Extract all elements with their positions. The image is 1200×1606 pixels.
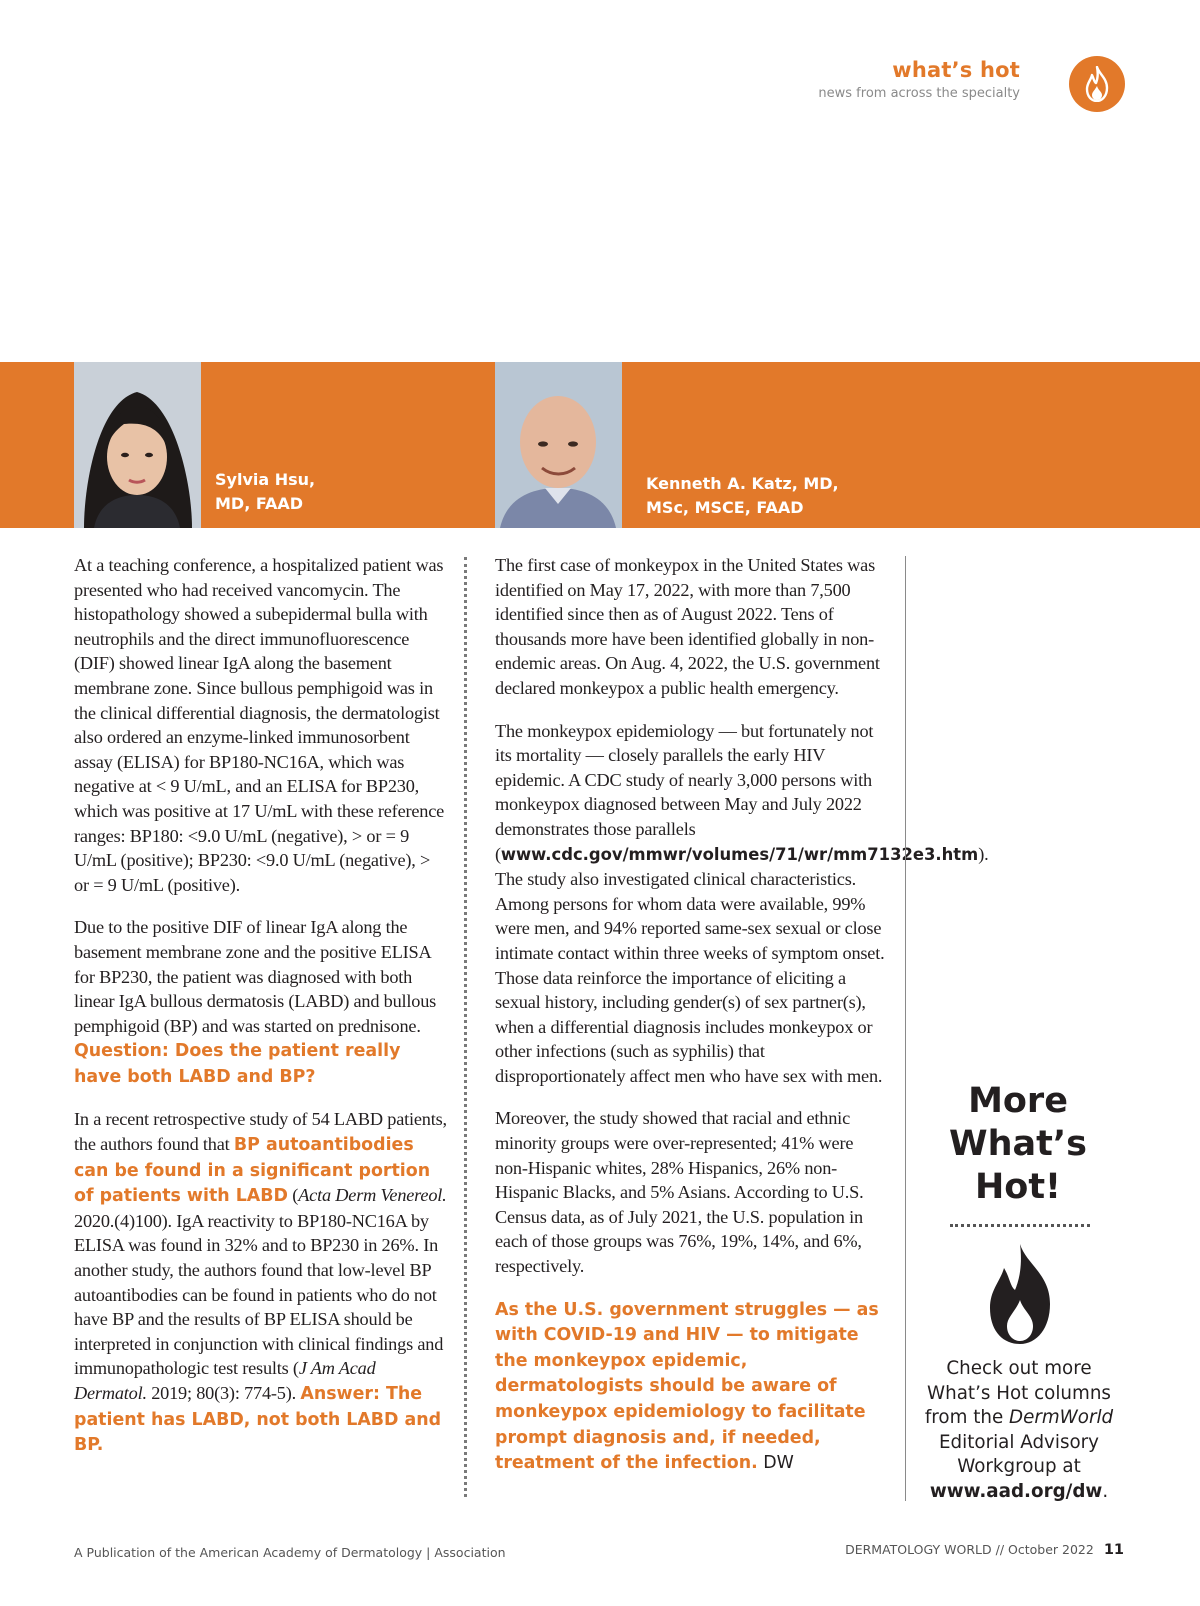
author-byline-katz	[646, 472, 839, 520]
question-highlight: Question: Does the patient really have both LABD and BP?	[74, 1041, 401, 1087]
column-divider-solid	[905, 556, 906, 1501]
key-finding-highlight: BP autoantibodies can be found in a significant portion of patients with LABD	[74, 1135, 431, 1207]
flame-icon	[980, 1242, 1060, 1346]
cdc-study-link[interactable]: www.cdc.gov/mmwr/volumes/71/wr/mm7132e3.htm	[500, 844, 979, 864]
page-number: 11	[1103, 1542, 1124, 1558]
paragraph	[495, 1297, 890, 1476]
author-byline-hsu	[215, 468, 315, 516]
column-divider-dotted	[464, 557, 467, 1497]
author-credentials: MSc, MSCE, FAAD	[646, 498, 804, 517]
author-photo-katz	[495, 362, 622, 528]
paragraph: The first case of monkeypox in the United States was identified on May 17, 2022, with more than 7,500 identified since then as of August 2022. Tens of thousands more have been identified globally in non-endemic areas. On Aug. 4, 2022, the U.S. government declared monkeypox a public health emergency.	[495, 555, 880, 698]
author-name: Sylvia Hsu,	[215, 470, 316, 489]
paragraph: Due to the positive DIF of linear IgA along the basement membrane zone and the positive ELISA for BP230, the patient was diagnosed with both linear IgA bullous dermatosis (LABD) and bullous pemphigoid (BP) and was started on prednisone. Question: Does the patient really have both LABD and BP?	[74, 917, 437, 1087]
author-name: Kenneth A. Katz, MD,	[646, 474, 839, 493]
answer-highlight: Answer: The patient has LABD, not both LABD and BP.	[74, 1384, 442, 1456]
paragraph: Moreover, the study showed that racial and ethnic minority groups were over-represented; 41% were non-Hispanic whites, 28% Hispanics, 26% non-Hispanic Blacks, and 5% Asians. According to U.S. Census data, as of July 2021, the U.S. population in each of those groups was 76%, 19%, 14%, and 6%, respectively.	[495, 1108, 864, 1277]
paragraph: In a recent retrospective study of 54 LABD patients, the authors found that BP autoantibodies can be found in a significant portion of patients with LABD (Acta Derm Venereol. 2020.(4)100). IgA reactivity to BP180-NC16A by ELISA was found in 32% and to BP230 in 26%. In another study, the authors found that low-level BP autoantibodies can be found in patients who do not have BP and the results of BP ELISA should be interpreted in conjunction with clinical findings and immunopathologic test results (J Am Acad Dermatol. 2019; 80(3): 774-5). Answer: The patient has LABD, not both LABD and BP.	[74, 1109, 447, 1456]
citation-journal: J Am Acad Dermatol.	[74, 1358, 376, 1403]
citation-journal: Acta Derm Venereol.	[298, 1185, 447, 1206]
aad-dw-link[interactable]: www.aad.org/dw	[929, 1480, 1103, 1502]
sidebar-dotted-rule	[950, 1224, 1090, 1227]
author-photo-hsu	[74, 362, 201, 528]
paragraph: The monkeypox epidemiology — but fortunately not its mortality — closely parallels the early HIV epidemic. A CDC study of nearly 3,000 persons with monkeypox diagnosed between May and July 2022 demonstrates those parallels (www.cdc.gov/mmwr/volumes/71/wr/mm7132e3.htm). The study also investigated clinical characteristics. Among persons for whom data were available, 99% were men, and 94% reported same-sex sexual or close intimate contact within three weeks of symptom onset. Those data reinforce the importance of eliciting a sexual history, including gender(s) of sex partner(s), when a differential diagnosis includes monkeypox or other infections (such as syphilis) that disproportionately affect men who have sex with men.	[495, 720, 989, 1086]
footer-publication: A Publication of the American Academy of Dermatology | Association	[74, 1545, 506, 1560]
article-left-column	[74, 553, 449, 1476]
conclusion-highlight: As the U.S. government struggles — as with COVID-19 and HIV — to mitigate the monkeypox epidemic, dermatologists should be aware of monkeypox epidemiology to facilitate prompt diagnosis and, if needed, treatment of the infection.	[495, 1299, 879, 1474]
section-header	[818, 58, 1020, 101]
footer-issue: DERMATOLOGY WORLD // October 2022 11	[845, 1542, 1124, 1558]
sidebar-promo-text: Check out more What’s Hot columns from the DermWorld Editorial Advisory Workgroup at www.aad.org/dw.	[924, 1358, 1114, 1502]
section-subtitle: news from across the specialty	[818, 86, 1020, 101]
article-middle-column	[495, 553, 989, 1494]
section-title: what’s hot	[892, 58, 1020, 82]
end-mark: DW	[757, 1453, 794, 1474]
flame-icon	[1069, 56, 1125, 112]
author-credentials: MD, FAAD	[215, 494, 303, 513]
paragraph: At a teaching conference, a hospitalized patient was presented who had received vancomycin. The histopathology showed a subepidermal bulla with neutrophils and the direct immunofluorescence (DIF) showed linear IgA along the basement membrane zone. Since bullous pemphigoid was in the clinical differential diagnosis, the dermatologist also ordered an enzyme-linked immunosorbent assay (ELISA) for BP180-NC16A, which was negative at < 9 U/mL, and an ELISA for BP230, which was positive at 17 U/mL with these reference ranges: BP180: <9.0 U/mL (negative), > or = 9 U/mL (positive); BP230: <9.0 U/mL (negative), > or = 9 U/mL (positive).	[74, 555, 445, 895]
sidebar-heading: More What’s Hot!	[948, 1081, 1087, 1207]
